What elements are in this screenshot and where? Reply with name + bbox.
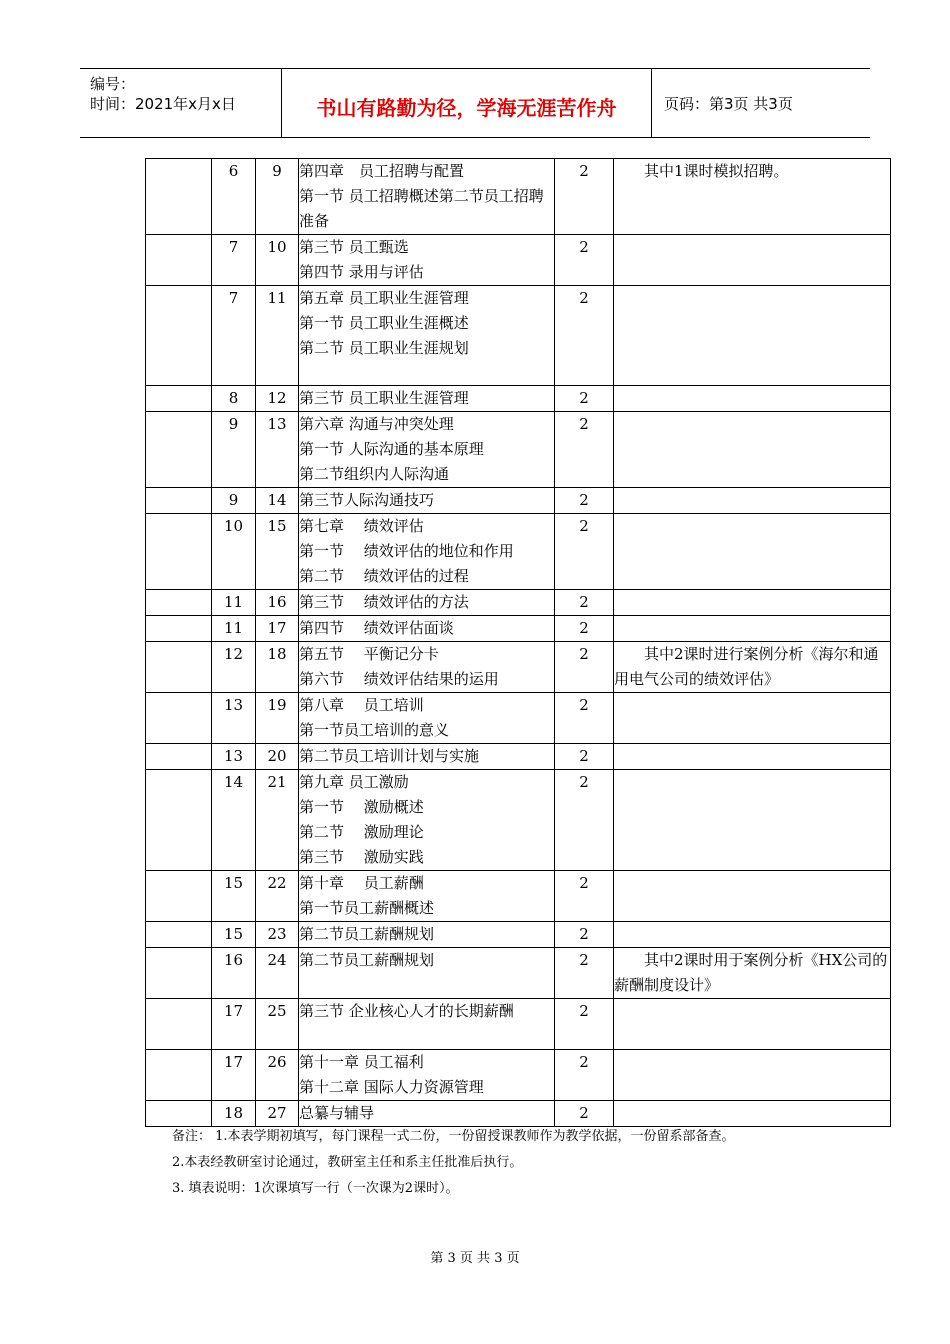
number-label: 编号： [90,75,136,93]
content-line: 第十二章 国际人力资源管理 [299,1078,484,1096]
note-cell [614,922,891,948]
table-row [146,590,891,616]
note-cell [614,693,891,744]
session-cell: 18 [256,642,299,693]
week-cell: 17 [212,999,256,1050]
blank-cell [146,1050,212,1101]
table-row [146,948,891,999]
hours-cell: 2 [555,1050,614,1101]
week-cell: 6 [212,159,256,235]
week-cell: 15 [212,871,256,922]
table-row [146,286,891,386]
content-cell [299,235,555,286]
week-cell: 7 [212,286,256,386]
content-cell [299,514,555,590]
table-row [146,1050,891,1101]
content-line: 第一节 激励概述 [299,798,424,816]
hours-cell: 2 [555,616,614,642]
week-cell: 8 [212,386,256,412]
content-line: 第四节 录用与评估 [299,263,424,281]
hours-cell: 2 [555,386,614,412]
hours-cell: 2 [555,159,614,235]
hours-cell: 2 [555,642,614,693]
blank-cell [146,999,212,1050]
week-cell: 15 [212,922,256,948]
content-cell [299,1101,555,1127]
content-line: 第三节 激励实践 [299,848,424,866]
week-cell: 17 [212,1050,256,1101]
blank-cell [146,286,212,386]
session-cell: 17 [256,616,299,642]
session-cell: 15 [256,514,299,590]
blank-cell [146,642,212,693]
note-cell [614,616,891,642]
content-cell [299,922,555,948]
content-line: 第二节组织内人际沟通 [299,465,450,483]
table-row [146,770,891,871]
content-line: 第十章 员工薪酬 [299,874,424,892]
note-cell [614,286,891,386]
content-cell [299,412,555,488]
week-cell: 9 [212,412,256,488]
hours-cell: 2 [555,693,614,744]
hours-cell: 2 [555,999,614,1050]
week-cell: 12 [212,642,256,693]
content-line: 第十一章 员工福利 [299,1053,424,1071]
time-label: 时间：2021年x月x日 [90,95,236,113]
content-line: 第二节 绩效评估的过程 [299,567,469,585]
table-row [146,744,891,770]
content-line: 第二节 激励理论 [299,823,424,841]
blank-cell [146,744,212,770]
content-line: 第五章 员工职业生涯管理 [299,289,469,307]
content-line: 第七章 绩效评估 [299,517,424,535]
table-row [146,693,891,744]
content-line: 第一节 员工职业生涯概述 [299,314,469,332]
motto: 书山有路勤为径，学海无涯苦作舟 [316,96,617,120]
note-cell [614,386,891,412]
content-line: 第一节员工薪酬概述 [299,899,435,917]
note-cell: 其中1课时模拟招聘。 [614,159,891,235]
week-cell: 16 [212,948,256,999]
content-line: 第一节员工培训的意义 [299,721,450,739]
schedule-body [146,159,891,1127]
blank-cell [146,488,212,514]
blank-cell [146,386,212,412]
note-cell [614,514,891,590]
note-cell [614,770,891,871]
hours-cell: 2 [555,412,614,488]
session-cell: 25 [256,999,299,1050]
week-cell: 9 [212,488,256,514]
session-cell: 11 [256,286,299,386]
week-cell: 11 [212,616,256,642]
hours-cell: 2 [555,488,614,514]
page-code: 页码：第3页 共3页 [664,95,793,113]
content-line: 第六章 沟通与冲突处理 [299,415,454,433]
remark-2: 2.本表经教研室讨论通过，教研室主任和系主任批准后执行。 [172,1155,523,1170]
hours-cell: 2 [555,286,614,386]
table-row [146,412,891,488]
content-line: 第二节员工薪酬规划 [299,951,435,969]
week-cell: 18 [212,1101,256,1127]
session-cell: 13 [256,412,299,488]
content-cell [299,159,555,235]
blank-cell [146,693,212,744]
table-row [146,922,891,948]
content-cell [299,642,555,693]
week-cell: 10 [212,514,256,590]
content-line: 第三节 员工甄选 [299,238,409,256]
table-row [146,1101,891,1127]
session-cell: 14 [256,488,299,514]
remark-1: 备注： 1.本表学期初填写，每门课程一式二份，一份留授课教师作为教学依据，一份留系部备查。 [172,1129,735,1144]
content-line: 第三节 企业核心人才的长期薪酬 [299,1002,514,1020]
table-row [146,616,891,642]
note-cell [614,412,891,488]
table-row [146,488,891,514]
page-header [80,68,870,138]
week-cell: 11 [212,590,256,616]
content-cell [299,693,555,744]
hours-cell: 2 [555,922,614,948]
hours-cell: 2 [555,871,614,922]
content-line: 第八章 员工培训 [299,696,424,714]
session-cell: 27 [256,1101,299,1127]
blank-cell [146,1101,212,1127]
session-cell: 16 [256,590,299,616]
note-cell [614,1101,891,1127]
note-cell [614,999,891,1050]
page-footer: 第 3 页 共 3 页 [430,1251,520,1266]
note-cell [614,488,891,514]
session-cell: 9 [256,159,299,235]
content-cell [299,488,555,514]
content-cell [299,286,555,386]
note-cell [614,744,891,770]
blank-cell [146,412,212,488]
content-cell [299,948,555,999]
session-cell: 23 [256,922,299,948]
content-line: 第五节 平衡记分卡 [299,645,439,663]
session-cell: 20 [256,744,299,770]
note-cell [614,590,891,616]
blank-cell [146,948,212,999]
table-row [146,642,891,693]
hours-cell: 2 [555,590,614,616]
hours-cell: 2 [555,514,614,590]
note-cell: 其中2课时用于案例分析《HX公司的薪酬制度设计》 [614,948,891,999]
content-cell [299,770,555,871]
blank-cell [146,159,212,235]
note-cell [614,1050,891,1101]
session-cell: 24 [256,948,299,999]
session-cell: 26 [256,1050,299,1101]
remarks [172,1124,735,1202]
content-line: 第六节 绩效评估结果的运用 [299,670,499,688]
header-meta [80,69,280,137]
content-line: 第四章 员工招聘与配置 [299,162,465,180]
blank-cell [146,235,212,286]
note-cell [614,871,891,922]
week-cell: 14 [212,770,256,871]
session-cell: 22 [256,871,299,922]
blank-cell [146,590,212,616]
table-row [146,386,891,412]
week-cell: 13 [212,693,256,744]
content-cell [299,744,555,770]
content-line: 第二节员工培训计划与实施 [299,747,480,765]
session-cell: 10 [256,235,299,286]
content-cell [299,616,555,642]
content-cell [299,590,555,616]
hours-cell: 2 [555,770,614,871]
week-cell: 7 [212,235,256,286]
content-cell [299,1050,555,1101]
table-row [146,235,891,286]
content-line: 第一节 员工招聘概述第二节员工招聘准备 [299,187,544,230]
content-line: 第三节人际沟通技巧 [299,491,435,509]
content-line: 第四节 绩效评估面谈 [299,619,454,637]
content-cell [299,999,555,1050]
hours-cell: 2 [555,744,614,770]
content-line: 总纂与辅导 [299,1104,375,1122]
content-line: 第九章 员工激励 [299,773,409,791]
content-line: 第一节 绩效评估的地位和作用 [299,542,514,560]
content-line: 第二节员工薪酬规划 [299,925,435,943]
table-row [146,159,891,235]
blank-cell [146,871,212,922]
hours-cell: 2 [555,948,614,999]
content-cell [299,871,555,922]
content-line: 第一节 人际沟通的基本原理 [299,440,484,458]
content-cell [299,386,555,412]
content-line: 第三节 绩效评估的方法 [299,593,469,611]
session-cell: 21 [256,770,299,871]
session-cell: 19 [256,693,299,744]
hours-cell: 2 [555,235,614,286]
note-cell [614,235,891,286]
session-cell: 12 [256,386,299,412]
note-cell: 其中2课时进行案例分析《海尔和通用电气公司的绩效评估》 [614,642,891,693]
blank-cell [146,922,212,948]
hours-cell: 2 [555,1101,614,1127]
week-cell: 13 [212,744,256,770]
blank-cell [146,770,212,871]
table-row [146,999,891,1050]
content-line: 第三节 员工职业生涯管理 [299,389,469,407]
table-row [146,514,891,590]
schedule-table [145,158,891,1127]
remark-3: 3. 填表说明：1次课填写一行（一次课为2课时）。 [172,1181,459,1196]
table-row [146,871,891,922]
content-line: 第二节 员工职业生涯规划 [299,339,469,357]
blank-cell [146,514,212,590]
blank-cell [146,616,212,642]
motto-cell [281,69,652,137]
